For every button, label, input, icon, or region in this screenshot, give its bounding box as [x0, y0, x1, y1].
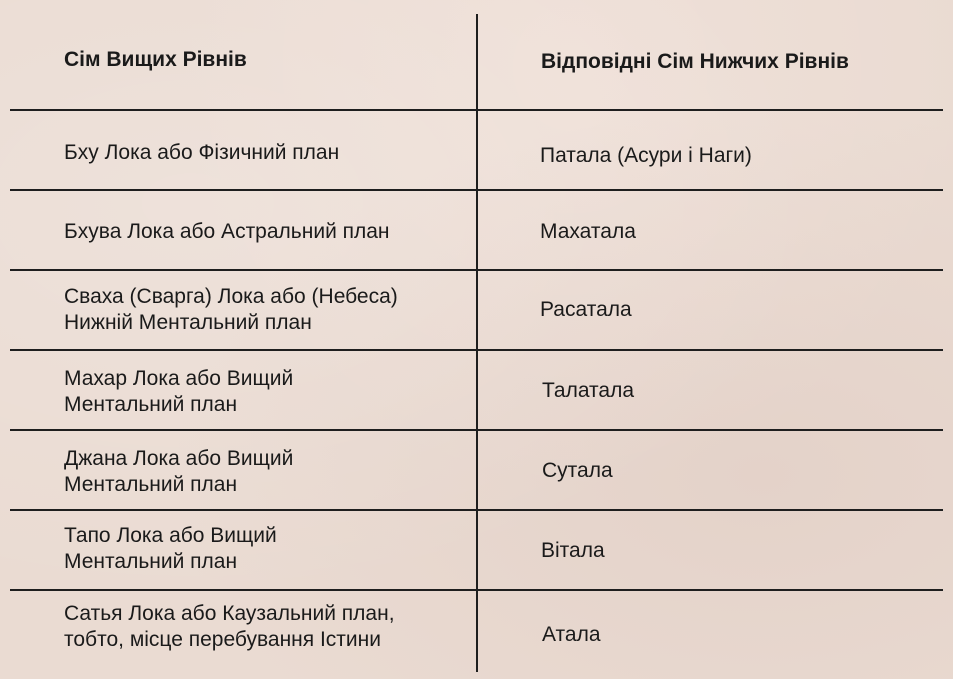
- row-divider: [10, 509, 943, 511]
- row-divider: [10, 109, 943, 111]
- header-higher-levels: Сім Вищих Рівнів: [64, 48, 247, 71]
- lower-level-cell: Талатала: [542, 379, 635, 402]
- lower-level-cell: Сутала: [542, 459, 613, 482]
- lower-level-cell: Вітала: [541, 539, 605, 562]
- lower-level-cell: Атала: [542, 623, 601, 646]
- row-divider: [10, 349, 943, 351]
- row-divider: [10, 189, 943, 191]
- row-divider: [10, 269, 943, 271]
- row-divider: [10, 589, 943, 591]
- lower-level-cell: Патала (Асури і Наги): [540, 144, 752, 167]
- higher-level-cell: Джана Лока або Вищий Ментальний план: [64, 447, 294, 496]
- higher-level-cell: Махар Лока або Вищий Ментальний план: [64, 367, 294, 416]
- column-divider: [476, 14, 478, 672]
- lower-level-cell: Расатала: [540, 298, 632, 321]
- higher-level-cell: Бху Лока або Фізичний план: [64, 141, 340, 164]
- row-divider: [10, 429, 943, 431]
- header-lower-levels: Відповідні Сім Нижчих Рівнів: [541, 50, 849, 73]
- lower-level-cell: Махатала: [540, 220, 636, 243]
- higher-level-cell: Тапо Лока або Вищий Ментальний план: [64, 524, 277, 573]
- higher-level-cell: Бхува Лока або Астральний план: [64, 220, 390, 243]
- higher-level-cell: Сатья Лока або Каузальний план, тобто, місце перебування Істини: [64, 602, 395, 651]
- higher-level-cell: Сваха (Сварга) Лока або (Небеса) Нижній Ментальний план: [64, 285, 398, 334]
